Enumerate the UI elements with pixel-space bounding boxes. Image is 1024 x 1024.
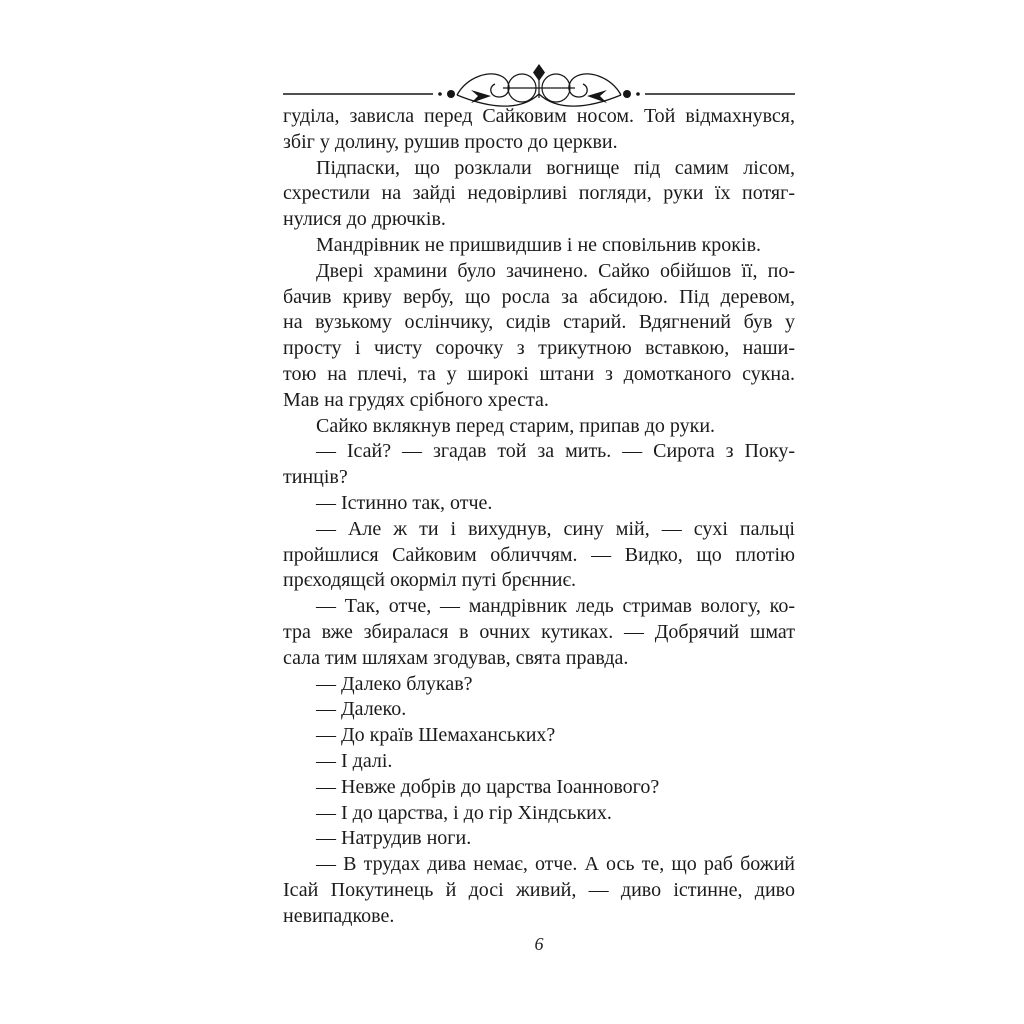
text-line: нулися до дрючків.	[283, 208, 446, 231]
text-line: прєходящєй окорміл путі брєнниє.	[283, 569, 577, 592]
text-line: — І до царства, і до гір Хіндських.	[316, 801, 612, 824]
text-line: Сайко вклякнув перед старим, припав до руки.	[316, 414, 716, 437]
text-line: на вузькому ослінчику, сидів старий. Вдягнений був у	[283, 311, 795, 334]
text-line: — В трудах дива немає, отче. А ось те, що раб божий	[316, 853, 795, 876]
page-text	[283, 104, 795, 930]
text-line: — Натрудив ноги.	[316, 827, 472, 850]
text-line: — І далі.	[316, 749, 393, 772]
text-line: — Далеко.	[316, 698, 407, 721]
text-line: Двері храмини було зачинено. Сайко обійшов її, по-	[316, 259, 795, 282]
text-line: — Так, отче, — мандрівник ледь стримав вологу, ко-	[316, 595, 795, 618]
text-line: тра вже збиралася в очних кутиках. — Добрячий шмат	[283, 620, 795, 643]
text-line: — Істинно так, отче.	[316, 491, 493, 514]
page-number: 6	[534, 934, 544, 954]
text-line: тою на плечі, та у широкі штани з домотканого сукна.	[283, 362, 795, 385]
text-line: — До країв Шемаханських?	[316, 724, 556, 747]
text-line: пройшлися Сайковим обличчям. — Видко, що плотію	[283, 543, 795, 566]
text-line: збіг у долину, рушив просто до церкви.	[283, 130, 618, 153]
text-line: гуділа, зависла перед Сайковим носом. Той відмахнувся,	[283, 105, 795, 127]
text-line: Мав на грудях срібного хреста.	[283, 388, 549, 411]
text-line: невипадкове.	[283, 904, 395, 927]
text-line: Мандрівник не пришвидшив і не сповільнив кроків.	[316, 233, 762, 256]
text-line: — Ісай? — згадав той за мить. — Сирота з Поку-	[316, 440, 795, 463]
text-line: — Далеко блукав?	[316, 672, 473, 695]
text-line: — Невже добрів до царства Іоаннового?	[316, 775, 660, 798]
text-line: схрестили на зайді недовірливі погляди, руки їх потяг-	[283, 182, 795, 205]
text-line: просту і чисту сорочку з трикутною вставкою, наши-	[283, 337, 795, 360]
text-line: Підпаски, що розклали вогнище під самим лісом,	[316, 156, 795, 179]
text-line: сала тим шляхам згодував, свята правда.	[283, 646, 629, 669]
text-line: — Але ж ти і вихуднув, сину мій, — сухі пальці	[316, 517, 795, 540]
text-line: Ісай Покутинець й досі живий, — диво істинне, диво	[283, 878, 795, 901]
text-line: бачив криву вербу, що росла за абсидою. Під деревом,	[283, 285, 795, 308]
text-line: тинців?	[283, 466, 348, 489]
